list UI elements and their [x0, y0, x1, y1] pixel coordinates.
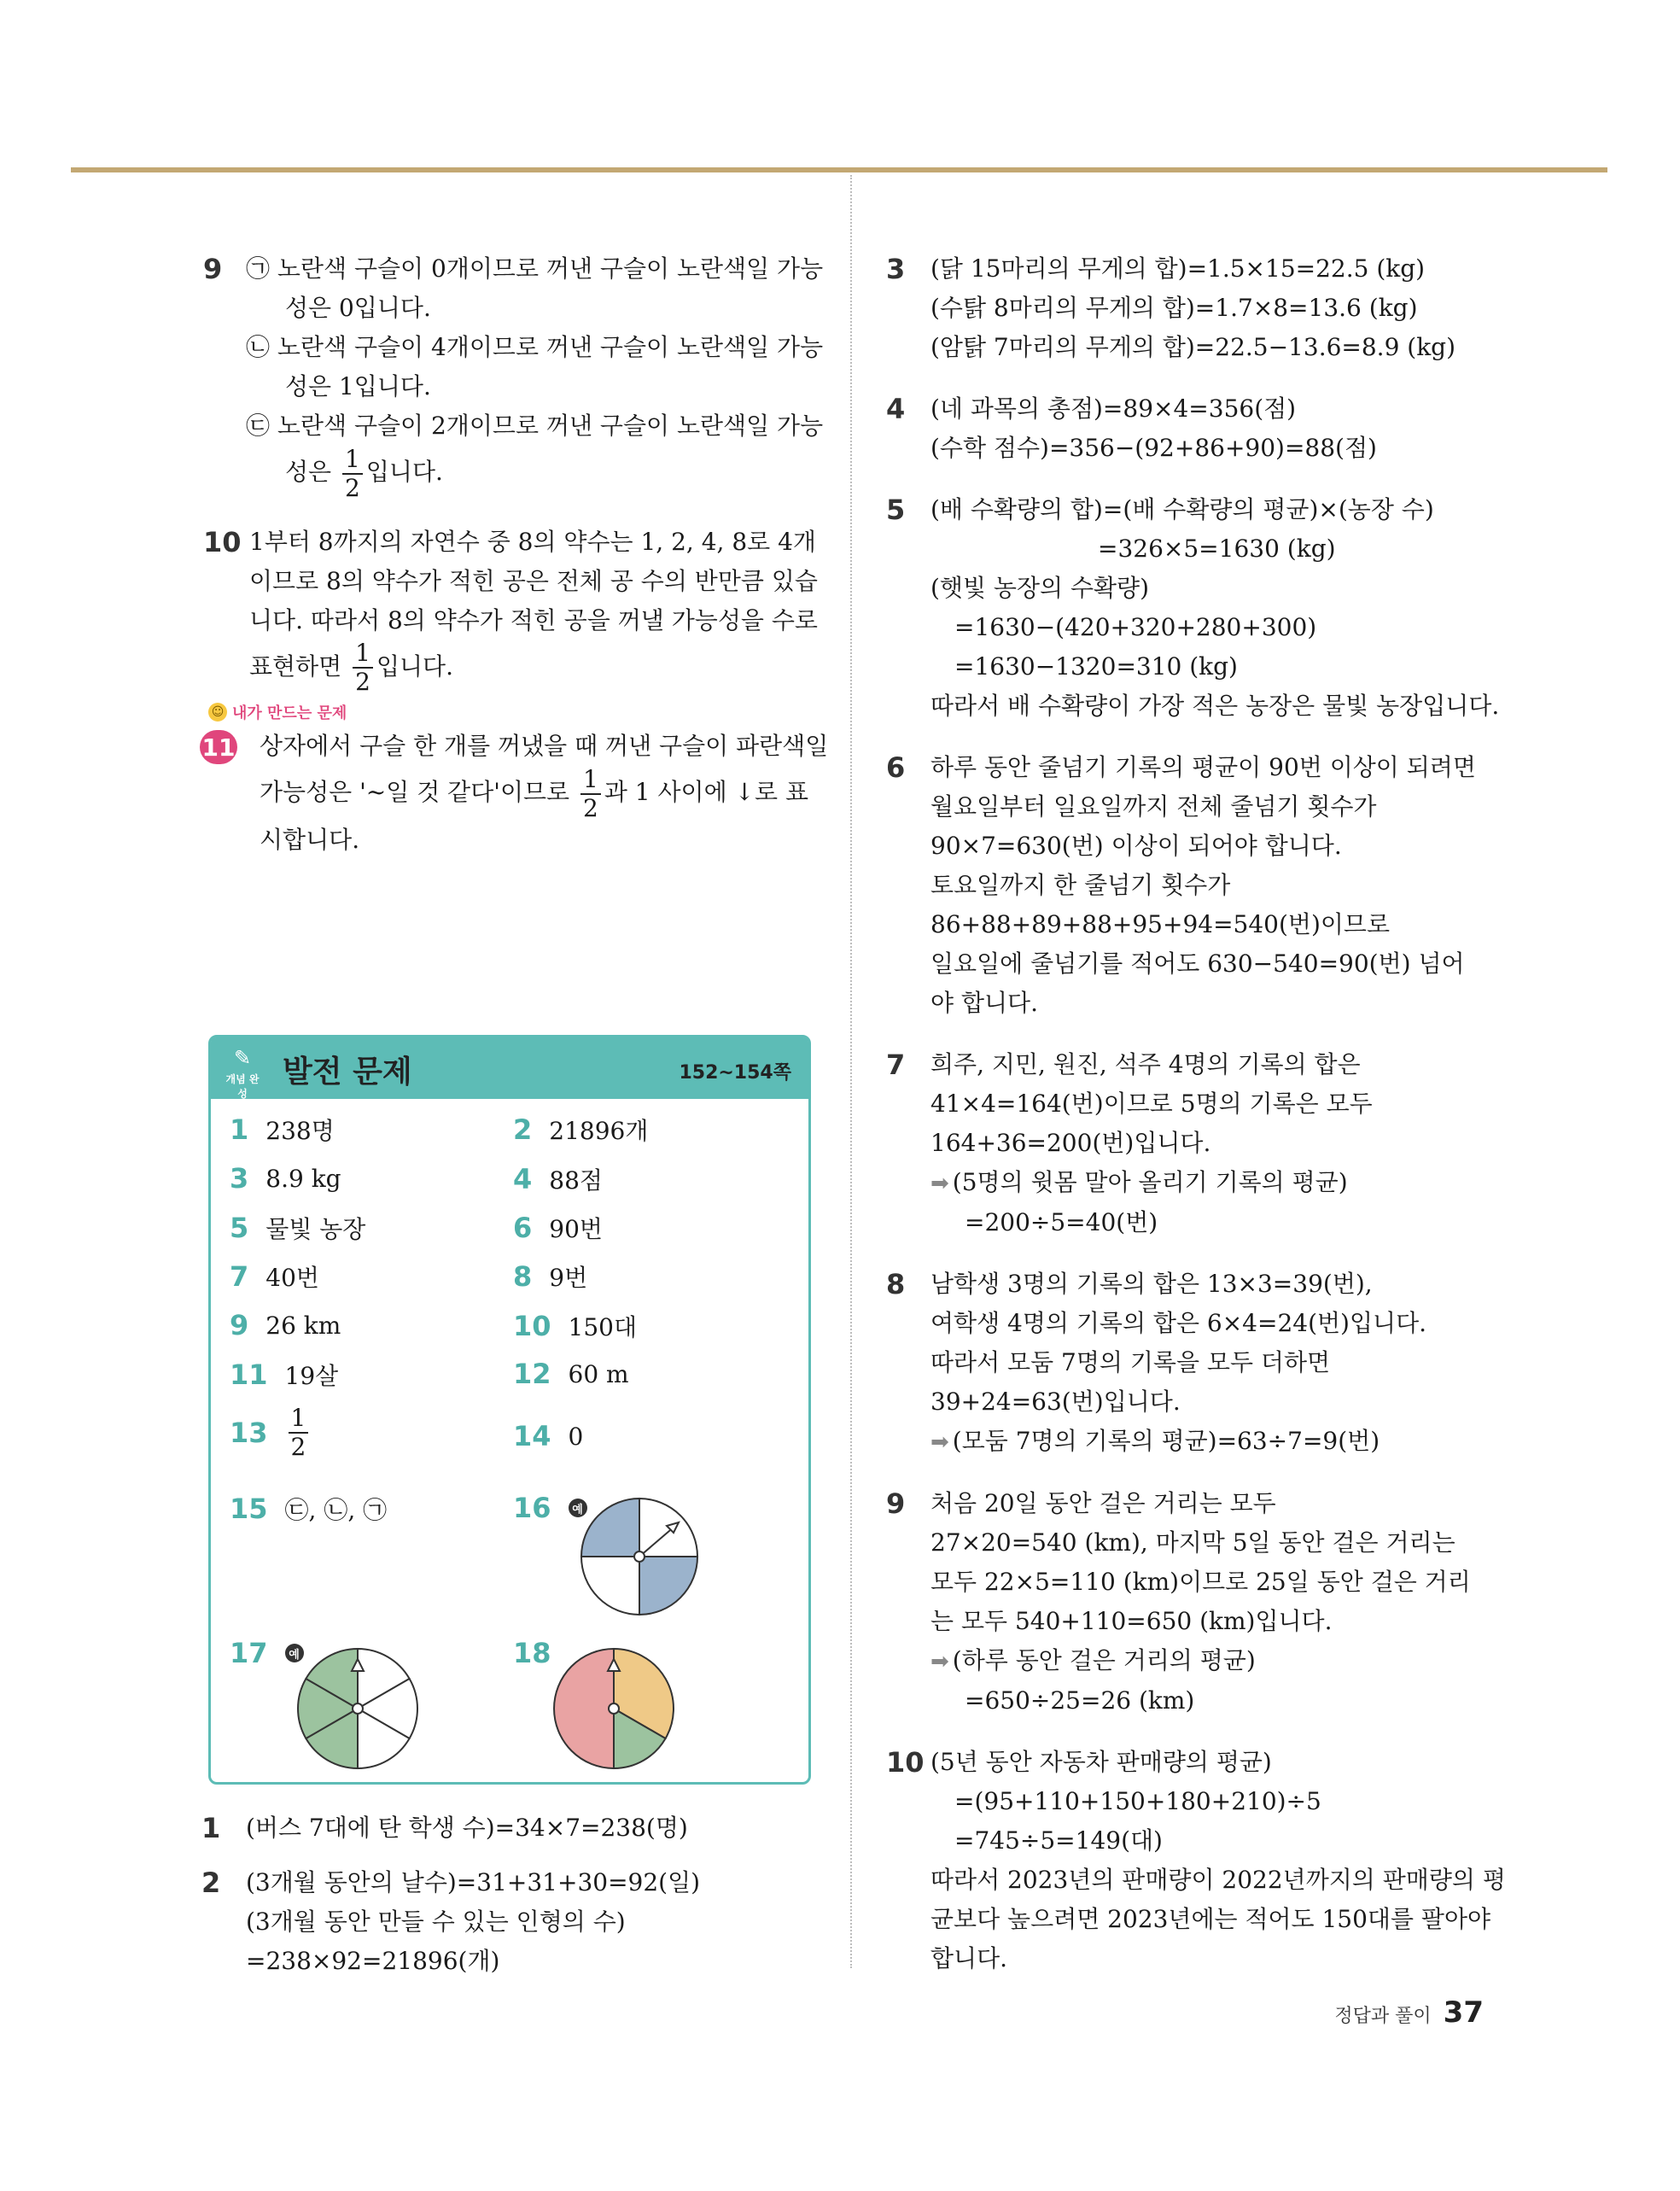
numerator: 1 — [353, 641, 373, 669]
text-line: 균보다 높으려면 2023년에는 적어도 150대를 팔아야 — [930, 1905, 1491, 1933]
answer-number: 18 — [513, 1637, 551, 1669]
text-line: (배 수확량의 합)=(배 수확량의 평균)×(농장 수) — [930, 495, 1434, 523]
denominator: 2 — [345, 473, 360, 502]
text-line: =650÷25=26 (km) — [965, 1686, 1195, 1715]
text-line: (5년 동안 자동차 판매량의 평균) — [930, 1748, 1272, 1776]
problem-4 — [886, 389, 1504, 468]
answer-value: 40번 — [265, 1264, 319, 1292]
text-line: (닭 15마리의 무게의 합)=1.5×15=22.5 (kg) — [930, 254, 1426, 283]
answer-number: 11 — [230, 1358, 268, 1391]
answer-item — [230, 1211, 365, 1245]
text-line: 모두 22×5=110 (km)이므로 25일 동안 걸은 거리 — [930, 1568, 1471, 1596]
answer-item — [513, 1358, 629, 1390]
text-line: 는 모두 540+110=650 (km)입니다. — [930, 1607, 1333, 1635]
answer-number: 2 — [513, 1113, 533, 1146]
spinner-section — [581, 1557, 639, 1615]
spinner-pivot — [634, 1551, 645, 1562]
spinner-pivot — [353, 1703, 363, 1714]
problem-number: 2 — [201, 1867, 221, 1899]
fraction — [580, 764, 601, 822]
answer-number: 12 — [513, 1358, 551, 1390]
denominator: 2 — [290, 1433, 306, 1461]
answer-number: 5 — [230, 1212, 249, 1244]
text-line: (수탉 8마리의 무게의 합)=1.7×8=13.6 (kg) — [930, 294, 1418, 322]
text-line: ㉡ 노란색 구슬이 4개이므로 꺼낸 구슬이 노란색일 가능 — [246, 333, 824, 361]
problem-number: 6 — [886, 751, 906, 784]
answer-value: 21896개 — [549, 1117, 649, 1145]
answer-value: 0 — [568, 1422, 584, 1451]
problem-5 — [886, 490, 1504, 726]
text: 입니다. — [376, 651, 453, 681]
answer-value: 88점 — [549, 1166, 603, 1195]
spinner-18 — [552, 1647, 675, 1770]
text: 표현하면 — [249, 651, 342, 681]
text: 가능성은 '~일 것 같다'이므로 — [260, 778, 570, 806]
answer-item — [230, 1113, 335, 1147]
text-line: =745÷5=149(대) — [954, 1826, 1163, 1855]
answer-number: 3 — [230, 1162, 249, 1195]
text-line: (네 과목의 총점)=89×4=356(점) — [930, 394, 1297, 423]
right-arrow-icon: ➡ — [930, 1649, 949, 1674]
smile-icon: ☺ — [208, 703, 227, 722]
problem-number-badge: 11 — [200, 730, 237, 764]
text-line: 따라서 배 수확량이 가장 적은 농장은 물빛 농장입니다. — [930, 692, 1500, 720]
answer-number: 14 — [513, 1420, 551, 1452]
answer-box — [208, 1035, 811, 1785]
example-badge: 예 — [285, 1644, 304, 1662]
problem-6 — [886, 748, 1504, 1023]
text: (모둠 7명의 기록의 평균)=63÷7=9(번) — [952, 1427, 1380, 1455]
page-footer — [1334, 1995, 1484, 2030]
answer-number: 4 — [513, 1163, 533, 1195]
text-line: =1630−(420+320+280+300) — [954, 613, 1317, 641]
problem-11 — [201, 727, 829, 860]
right-arrow-icon: ➡ — [930, 1429, 949, 1455]
text-line: =(95+110+150+180+210)÷5 — [954, 1787, 1321, 1815]
spinner-section — [554, 1649, 614, 1768]
answer-value: 150대 — [568, 1313, 638, 1341]
text-line — [249, 640, 820, 695]
answer-value: 26 km — [265, 1311, 341, 1340]
text-line: =1630−1320=310 (kg) — [954, 652, 1238, 681]
answer-item — [513, 1113, 648, 1147]
text-line: 41×4=164(번)이므로 5명의 기록은 모두 — [930, 1090, 1373, 1118]
answer-item — [513, 1492, 587, 1524]
problem-b2 — [201, 1863, 820, 1981]
answer-value: 9번 — [549, 1264, 588, 1292]
problem-b1 — [201, 1808, 820, 1848]
fraction — [289, 1406, 309, 1459]
problem-number: 10 — [886, 1746, 925, 1779]
text-line: 164+36=200(번)입니다. — [930, 1129, 1211, 1157]
problem-number: 10 — [203, 525, 242, 558]
answer-item — [513, 1309, 637, 1343]
spinner-pivot — [609, 1703, 619, 1714]
text-line: 월요일부터 일요일까지 전체 줄넘기 횟수가 — [930, 792, 1377, 821]
text-line — [246, 446, 820, 500]
problem-number: 7 — [886, 1049, 906, 1081]
problem-number: 8 — [886, 1268, 906, 1300]
page-range: 152~154쪽 — [679, 1062, 791, 1084]
answer-number: 1 — [230, 1113, 249, 1146]
problem-number: 4 — [886, 393, 906, 425]
text-line: (암탉 7마리의 무게의 합)=22.5−13.6=8.9 (kg) — [930, 333, 1456, 361]
top-rule — [71, 167, 1607, 172]
my-problem-mark — [208, 701, 820, 723]
text-line: (3개월 동안 만들 수 있는 인형의 수) — [246, 1908, 626, 1936]
text-line: ㉢ 노란색 구슬이 2개이므로 꺼낸 구슬이 노란색일 가능 — [246, 412, 824, 440]
problem-7 — [886, 1045, 1504, 1242]
numerator: 1 — [289, 1406, 309, 1434]
answer-number: 15 — [230, 1493, 268, 1525]
text-line: 따라서 2023년의 판매량이 2022년까지의 판매량의 평 — [930, 1866, 1506, 1894]
text-line: 희주, 지민, 원진, 석주 4명의 기록의 합은 — [930, 1050, 1361, 1078]
text-line: 90×7=630(번) 이상이 되어야 합니다. — [930, 832, 1342, 860]
text-line: 성은 1입니다. — [285, 372, 431, 400]
footer-label: 정답과 풀이 — [1334, 2006, 1432, 2027]
text-line — [260, 766, 820, 821]
numerator: 1 — [580, 768, 601, 795]
answer-value: 8.9 kg — [265, 1164, 341, 1193]
answer-item — [230, 1309, 341, 1341]
problem-9 — [203, 249, 824, 502]
text: 입니다. — [365, 458, 443, 486]
problem-10 — [205, 523, 820, 695]
answer-item — [230, 1637, 304, 1669]
text-line: 니다. 따라서 8의 약수가 적힌 공을 꺼낼 가능성을 수로 — [249, 605, 818, 634]
answer-box-title: 발전 문제 — [283, 1055, 412, 1090]
answer-value: 19살 — [284, 1362, 339, 1390]
pencil-icon: ✎ — [233, 1046, 252, 1070]
problem-number: 1 — [201, 1812, 221, 1844]
answer-item — [230, 1358, 338, 1392]
problem-number: 9 — [203, 253, 223, 285]
left-column — [201, 249, 829, 882]
answer-number: 10 — [513, 1310, 551, 1342]
right-arrow-icon: ➡ — [930, 1171, 949, 1196]
text-line: 39+24=63(번)입니다. — [930, 1388, 1181, 1416]
icon-label: 개념 완성 — [225, 1073, 260, 1100]
text-line: 27×20=540 (km), 마지막 5일 동안 걸은 거리는 — [930, 1528, 1455, 1557]
spinner-section — [639, 1557, 697, 1615]
page-number: 37 — [1443, 1995, 1484, 2030]
answer-item — [230, 1406, 312, 1459]
text: (5명의 윗몸 말아 올리기 기록의 평균) — [952, 1168, 1348, 1196]
answer-value: 물빛 농장 — [265, 1215, 366, 1243]
text-line: 여학생 4명의 기록의 합은 6×4=24(번)입니다. — [930, 1309, 1427, 1337]
text-line: 합니다. — [930, 1944, 1008, 1972]
mark-label: 내가 만드는 문제 — [232, 704, 347, 722]
answer-number: 16 — [513, 1492, 551, 1524]
answer-box-header — [211, 1037, 808, 1099]
answer-item — [513, 1211, 603, 1245]
problem-9 — [886, 1484, 1504, 1721]
text-line — [930, 1422, 1504, 1462]
problem-number: 9 — [886, 1487, 906, 1520]
text-line: 상자에서 구슬 한 개를 꺼냈을 때 꺼낸 구슬이 파란색일 — [260, 732, 829, 760]
concept-icon — [223, 1044, 262, 1100]
text-line: 성은 0입니다. — [285, 294, 431, 322]
answer-item — [513, 1162, 603, 1196]
fraction — [342, 444, 363, 502]
answer-item — [230, 1162, 341, 1195]
denominator: 2 — [583, 793, 598, 822]
text: 과 1 사이에 ↓로 표 — [604, 778, 808, 806]
text-line: 86+88+89+88+95+94=540(번)이므로 — [930, 910, 1391, 938]
column-divider — [850, 175, 852, 1968]
text-line: =326×5=1630 (kg) — [1098, 535, 1336, 563]
answer-value: 60 m — [568, 1359, 629, 1388]
text-line: (3개월 동안의 날수)=31+31+30=92(일) — [246, 1868, 701, 1896]
text-line: 야 합니다. — [930, 989, 1038, 1017]
answer-item — [513, 1420, 583, 1452]
answer-number: 8 — [513, 1260, 533, 1293]
spinner-16 — [580, 1497, 699, 1616]
answer-value: 238명 — [265, 1117, 335, 1145]
text-line: 시합니다. — [260, 825, 360, 854]
text-line: 토요일까지 한 줄넘기 횟수가 — [930, 871, 1231, 899]
problem-number: 3 — [886, 253, 906, 285]
text-line — [930, 1163, 1504, 1203]
denominator: 2 — [355, 668, 370, 696]
problem-8 — [886, 1265, 1504, 1462]
problem-10 — [886, 1743, 1506, 1978]
answer-item — [230, 1259, 319, 1294]
answer-value: 90번 — [549, 1215, 603, 1243]
text-line: 남학생 3명의 기록의 합은 13×3=39(번), — [930, 1270, 1373, 1298]
text-line: =238×92=21896(개) — [246, 1947, 500, 1975]
fraction — [353, 641, 373, 694]
text-line: 1부터 8까지의 자연수 중 8의 약수는 1, 2, 4, 8로 4개 — [249, 527, 816, 556]
numerator: 1 — [342, 447, 363, 475]
answer-number: 6 — [513, 1212, 533, 1244]
problem-3 — [886, 249, 1504, 367]
text-line: 하루 동안 줄넘기 기록의 평균이 90번 이상이 되려면 — [930, 753, 1476, 781]
answer-number: 9 — [230, 1309, 249, 1341]
text-line: =200÷5=40(번) — [965, 1208, 1158, 1236]
right-column — [886, 249, 1506, 2001]
text-line: (수학 점수)=356−(92+86+90)=88(점) — [930, 434, 1377, 462]
answer-item — [513, 1259, 587, 1294]
spinner-section — [581, 1499, 639, 1557]
answer-number: 13 — [230, 1417, 268, 1449]
problem-number: 5 — [886, 494, 906, 526]
text: 성은 — [285, 458, 332, 486]
text-line: (햇빛 농장의 수확량) — [930, 574, 1150, 602]
text: (하루 동안 걸은 거리의 평균) — [952, 1646, 1256, 1674]
text-line: 처음 20일 동안 걸은 거리는 모두 — [930, 1489, 1276, 1517]
text-line: ㉠ 노란색 구슬이 0개이므로 꺼낸 구슬이 노란색일 가능 — [246, 254, 824, 283]
text-line: 따라서 모둠 7명의 기록을 모두 더하면 — [930, 1348, 1331, 1376]
spinner-17 — [296, 1647, 419, 1770]
answer-number: 17 — [230, 1637, 268, 1669]
example-badge: 예 — [569, 1499, 587, 1517]
answer-value: ㉢, ㉡, ㉠ — [284, 1496, 388, 1524]
text-line: 일요일에 줄넘기를 적어도 630−540=90(번) 넘어 — [930, 949, 1465, 978]
left-bottom — [201, 1808, 820, 2003]
answer-item — [230, 1492, 387, 1526]
text-line: (버스 7대에 탄 학생 수)=34×7=238(명) — [246, 1814, 688, 1842]
text-line — [930, 1641, 1504, 1681]
text-line: 이므로 8의 약수가 적힌 공은 전체 공 수의 반만큼 있습 — [249, 566, 818, 595]
answer-number: 7 — [230, 1260, 249, 1293]
